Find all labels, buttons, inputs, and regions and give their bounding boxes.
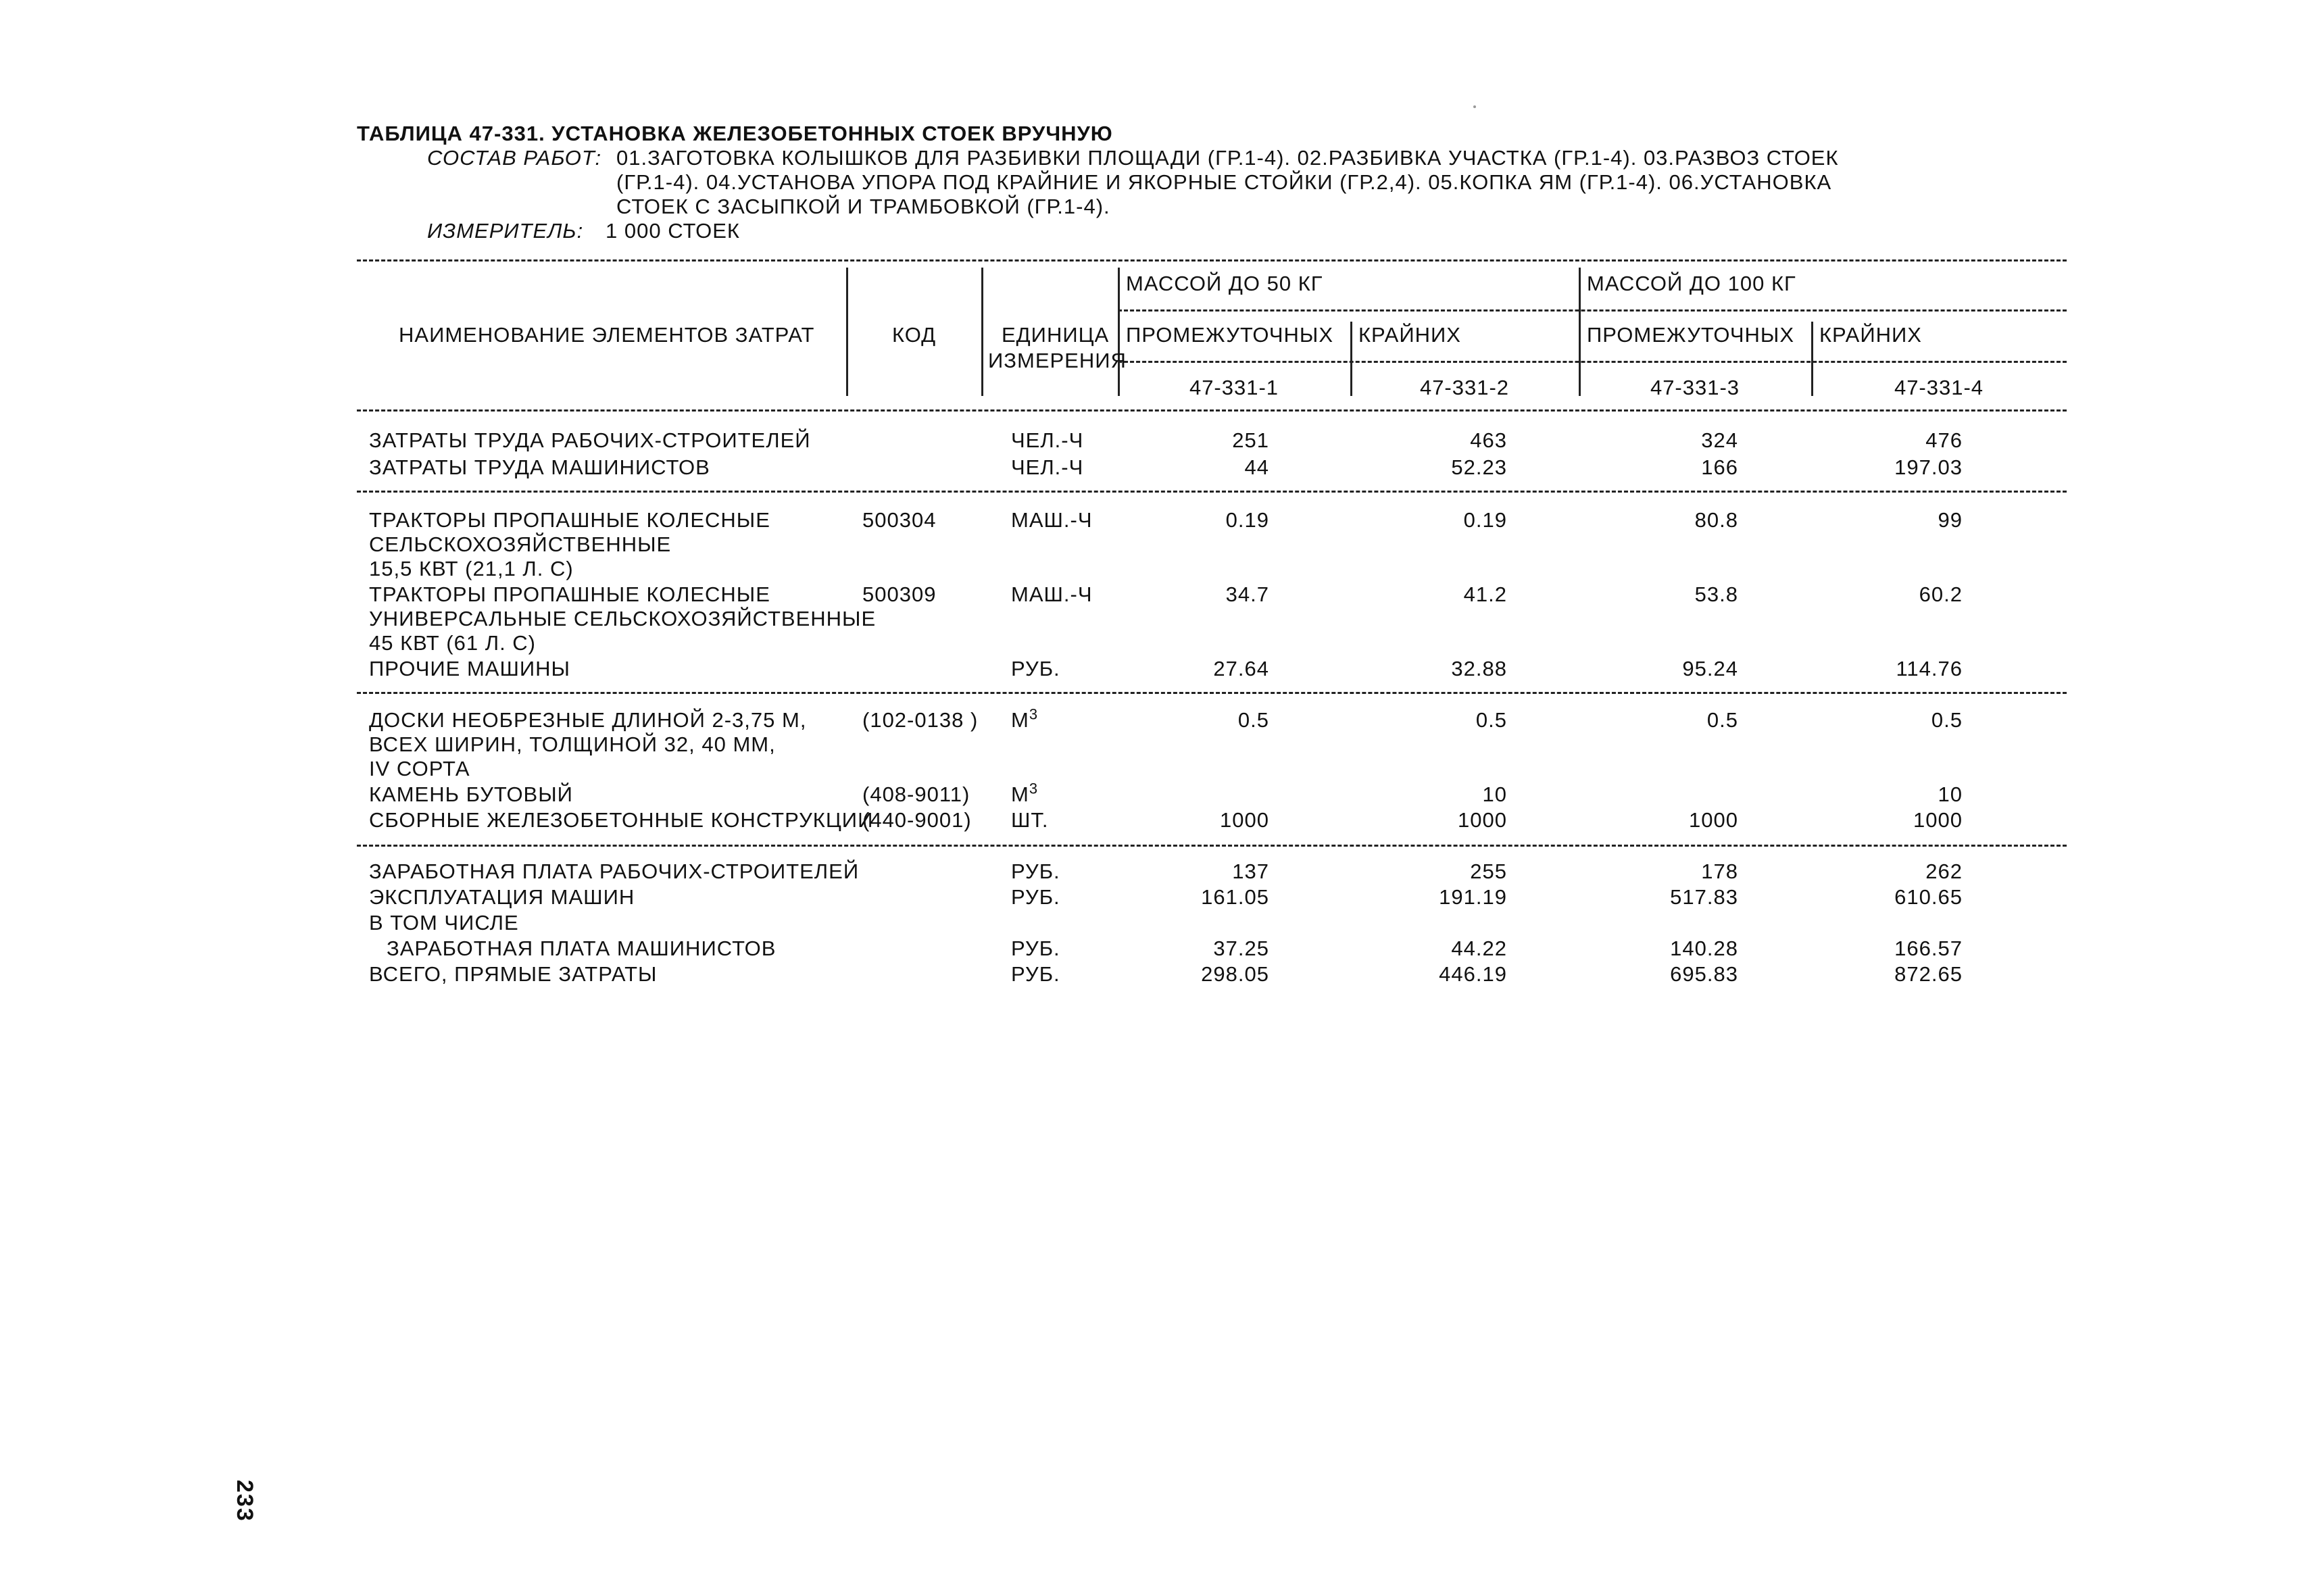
row-3-value-col4: 99 [1938,508,1963,532]
row-6-value-col1: 0.5 [1237,708,1269,732]
row-12-unit: РУБ. [1011,937,1060,960]
row-4-value-col2: 41.2 [1463,582,1507,606]
table-title: ТАБЛИЦА 47-331. УСТАНОВКА ЖЕЛЕЗОБЕТОННЫХ СТОЕК ВРУЧНУЮ [357,122,1113,145]
row-8-value-col2: 1000 [1458,808,1507,832]
header-group-100: МАССОЙ ДО 100 КГ [1587,272,1796,295]
row-5-unit: РУБ. [1011,657,1060,680]
row-3-value-col1: 0.19 [1225,508,1269,532]
row-2-unit: ЧЕЛ.-Ч [1011,455,1084,479]
row-5-value-col3: 95.24 [1682,657,1738,680]
row-11-name-line-1: В ТОМ ЧИСЛЕ [369,911,519,934]
row-4-value-col1: 34.7 [1225,582,1269,606]
row-4-name-line-3: 45 КВТ (61 Л. С) [369,631,537,655]
section-rule-3 [357,845,2067,847]
measure-value: 1 000 СТОЕК [606,219,740,243]
row-3-name-line-2: СЕЛЬСКОХОЗЯЙСТВЕННЫЕ [369,532,672,556]
row-9-value-col2: 255 [1470,859,1507,883]
row-2-value-col4: 197.03 [1894,455,1963,479]
row-6-value-col3: 0.5 [1706,708,1738,732]
row-10-value-col3: 517.83 [1670,885,1738,909]
measure-label: ИЗМЕРИТЕЛЬ: [427,219,584,243]
row-7-value-col2: 10 [1482,782,1507,806]
row-2-value-col2: 52.23 [1451,455,1507,479]
row-2-value-col3: 166 [1701,455,1738,479]
header-extreme-50: КРАЙНИХ [1358,323,1461,347]
row-6-value-col2: 0.5 [1475,708,1507,732]
header-col2: 47-331-2 [1419,376,1510,399]
row-1-value-col2: 463 [1470,428,1507,452]
row-2-value-col1: 44 [1244,455,1269,479]
header-group-50: МАССОЙ ДО 50 КГ [1126,272,1323,295]
row-3-code: 500304 [862,508,937,532]
row-4-unit: МАШ.-Ч [1011,582,1093,606]
row-3-unit: МАШ.-Ч [1011,508,1093,532]
header-col1: 47-331-1 [1189,376,1279,399]
row-8-name-line-1: СБОРНЫЕ ЖЕЛЕЗОБЕТОННЫЕ КОНСТРУКЦИИ [369,808,874,832]
header-bottom-rule [357,409,2067,412]
row-7-code: (408-9011) [862,782,970,806]
row-6-name-line-3: IV СОРТА [369,757,470,780]
row-1-value-col3: 324 [1701,428,1738,452]
row-3-value-col3: 80.8 [1694,508,1738,532]
header-group-rule [1118,309,2067,311]
composition-line-3: СТОЕК С ЗАСЫПКОЙ И ТРАМБОВКОЙ (ГР.1-4). [616,195,1110,218]
header-vbar-unit-left [981,268,983,396]
row-9-value-col3: 178 [1701,859,1738,883]
row-5-value-col1: 27.64 [1213,657,1269,680]
row-8-value-col1: 1000 [1220,808,1269,832]
header-col4: 47-331-4 [1894,376,1984,399]
row-1-unit: ЧЕЛ.-Ч [1011,428,1084,452]
row-6-code: (102-0138 ) [862,708,979,732]
header-top-rule [357,259,2067,261]
composition-label: СОСТАВ РАБОТ: [427,146,602,170]
header-extreme-100: КРАЙНИХ [1819,323,1922,347]
row-4-name-line-1: ТРАКТОРЫ ПРОПАШНЫЕ КОЛЕСНЫЕ [369,582,770,606]
row-12-value-col4: 166.57 [1894,937,1963,960]
header-unit-line2: ИЗМЕРЕНИЯ [988,349,1127,372]
header-name: НАИМЕНОВАНИЕ ЭЛЕМЕНТОВ ЗАТРАТ [399,323,815,347]
row-10-name-line-1: ЭКСПЛУАТАЦИЯ МАШИН [369,885,635,909]
row-9-name-line-1: ЗАРАБОТНАЯ ПЛАТА РАБОЧИХ-СТРОИТЕЛЕЙ [369,859,860,883]
row-4-value-col3: 53.8 [1694,582,1738,606]
row-6-unit: $М^3$ [1011,705,1039,732]
row-10-value-col2: 191.19 [1439,885,1507,909]
row-13-value-col1: 298.05 [1201,962,1269,986]
row-13-unit: РУБ. [1011,962,1060,986]
row-8-unit: ШТ. [1011,808,1049,832]
row-1-value-col1: 251 [1232,428,1269,452]
composition-line-2: (ГР.1-4). 04.УСТАНОВА УПОРА ПОД КРАЙНИЕ И ЯКОРНЫЕ СТОЙКИ (ГР.2,4). 05.КОПКА ЯМ (ГР.1-4). 06.УСТАНОВКА [616,170,1832,194]
page-number: 233 [232,1480,257,1522]
header-unit-line1: ЕДИНИЦА [1002,323,1110,347]
header-subgroup-rule [1118,361,2067,363]
row-13-value-col4: 872.65 [1894,962,1963,986]
row-7-name-line-1: КАМЕНЬ БУТОВЫЙ [369,782,573,806]
row-8-code: (440-9001) [862,808,972,832]
row-7-value-col4: 10 [1938,782,1963,806]
row-13-value-col2: 446.19 [1439,962,1507,986]
header-vbar-code-left [846,268,848,396]
row-1-value-col4: 476 [1925,428,1963,452]
header-col3: 47-331-3 [1650,376,1740,399]
header-intermediate-50: ПРОМЕЖУТОЧНЫХ [1126,323,1334,347]
row-13-name-line-1: ВСЕГО, ПРЯМЫЕ ЗАТРАТЫ [369,962,658,986]
row-3-name-line-1: ТРАКТОРЫ ПРОПАШНЫЕ КОЛЕСНЫЕ [369,508,770,532]
composition-line-1: 01.ЗАГОТОВКА КОЛЫШКОВ ДЛЯ РАЗБИВКИ ПЛОЩАДИ (ГР.1-4). 02.РАЗБИВКА УЧАСТКА (ГР.1-4). 03.РАЗВОЗ СТОЕК [616,146,1839,170]
row-5-name-line-1: ПРОЧИЕ МАШИНЫ [369,657,570,680]
row-13-value-col3: 695.83 [1670,962,1738,986]
row-6-name-line-2: ВСЕХ ШИРИН, ТОЛЩИНОЙ 32, 40 ММ, [369,732,776,756]
row-12-value-col1: 37.25 [1213,937,1269,960]
row-4-name-line-2: УНИВЕРСАЛЬНЫЕ СЕЛЬСКОХОЗЯЙСТВЕННЫЕ [369,607,877,630]
row-4-value-col4: 60.2 [1919,582,1963,606]
header-intermediate-100: ПРОМЕЖУТОЧНЫХ [1587,323,1795,347]
row-12-value-col3: 140.28 [1670,937,1738,960]
header-code: КОД [892,323,937,347]
row-7-unit: $М^3$ [1011,780,1039,806]
row-10-value-col4: 610.65 [1894,885,1963,909]
section-rule-1 [357,491,2067,493]
row-8-value-col3: 1000 [1689,808,1738,832]
row-2-name-line-1: ЗАТРАТЫ ТРУДА МАШИНИСТОВ [369,455,710,479]
row-12-value-col2: 44.22 [1451,937,1507,960]
scan-speck [1473,105,1476,108]
row-10-unit: РУБ. [1011,885,1060,909]
row-3-name-line-3: 15,5 КВТ (21,1 Л. С) [369,557,574,580]
row-9-unit: РУБ. [1011,859,1060,883]
row-9-value-col1: 137 [1232,859,1269,883]
row-9-value-col4: 262 [1925,859,1963,883]
section-rule-2 [357,692,2067,694]
row-12-name-line-1: ЗАРАБОТНАЯ ПЛАТА МАШИНИСТОВ [387,937,777,960]
row-6-name-line-1: ДОСКИ НЕОБРЕЗНЫЕ ДЛИНОЙ 2-3,75 М, [369,708,807,732]
row-1-name-line-1: ЗАТРАТЫ ТРУДА РАБОЧИХ-СТРОИТЕЛЕЙ [369,428,811,452]
row-8-value-col4: 1000 [1913,808,1963,832]
row-5-value-col4: 114.76 [1896,657,1963,680]
row-3-value-col2: 0.19 [1463,508,1507,532]
row-4-code: 500309 [862,582,937,606]
row-5-value-col2: 32.88 [1451,657,1507,680]
row-6-value-col4: 0.5 [1931,708,1963,732]
row-10-value-col1: 161.05 [1201,885,1269,909]
